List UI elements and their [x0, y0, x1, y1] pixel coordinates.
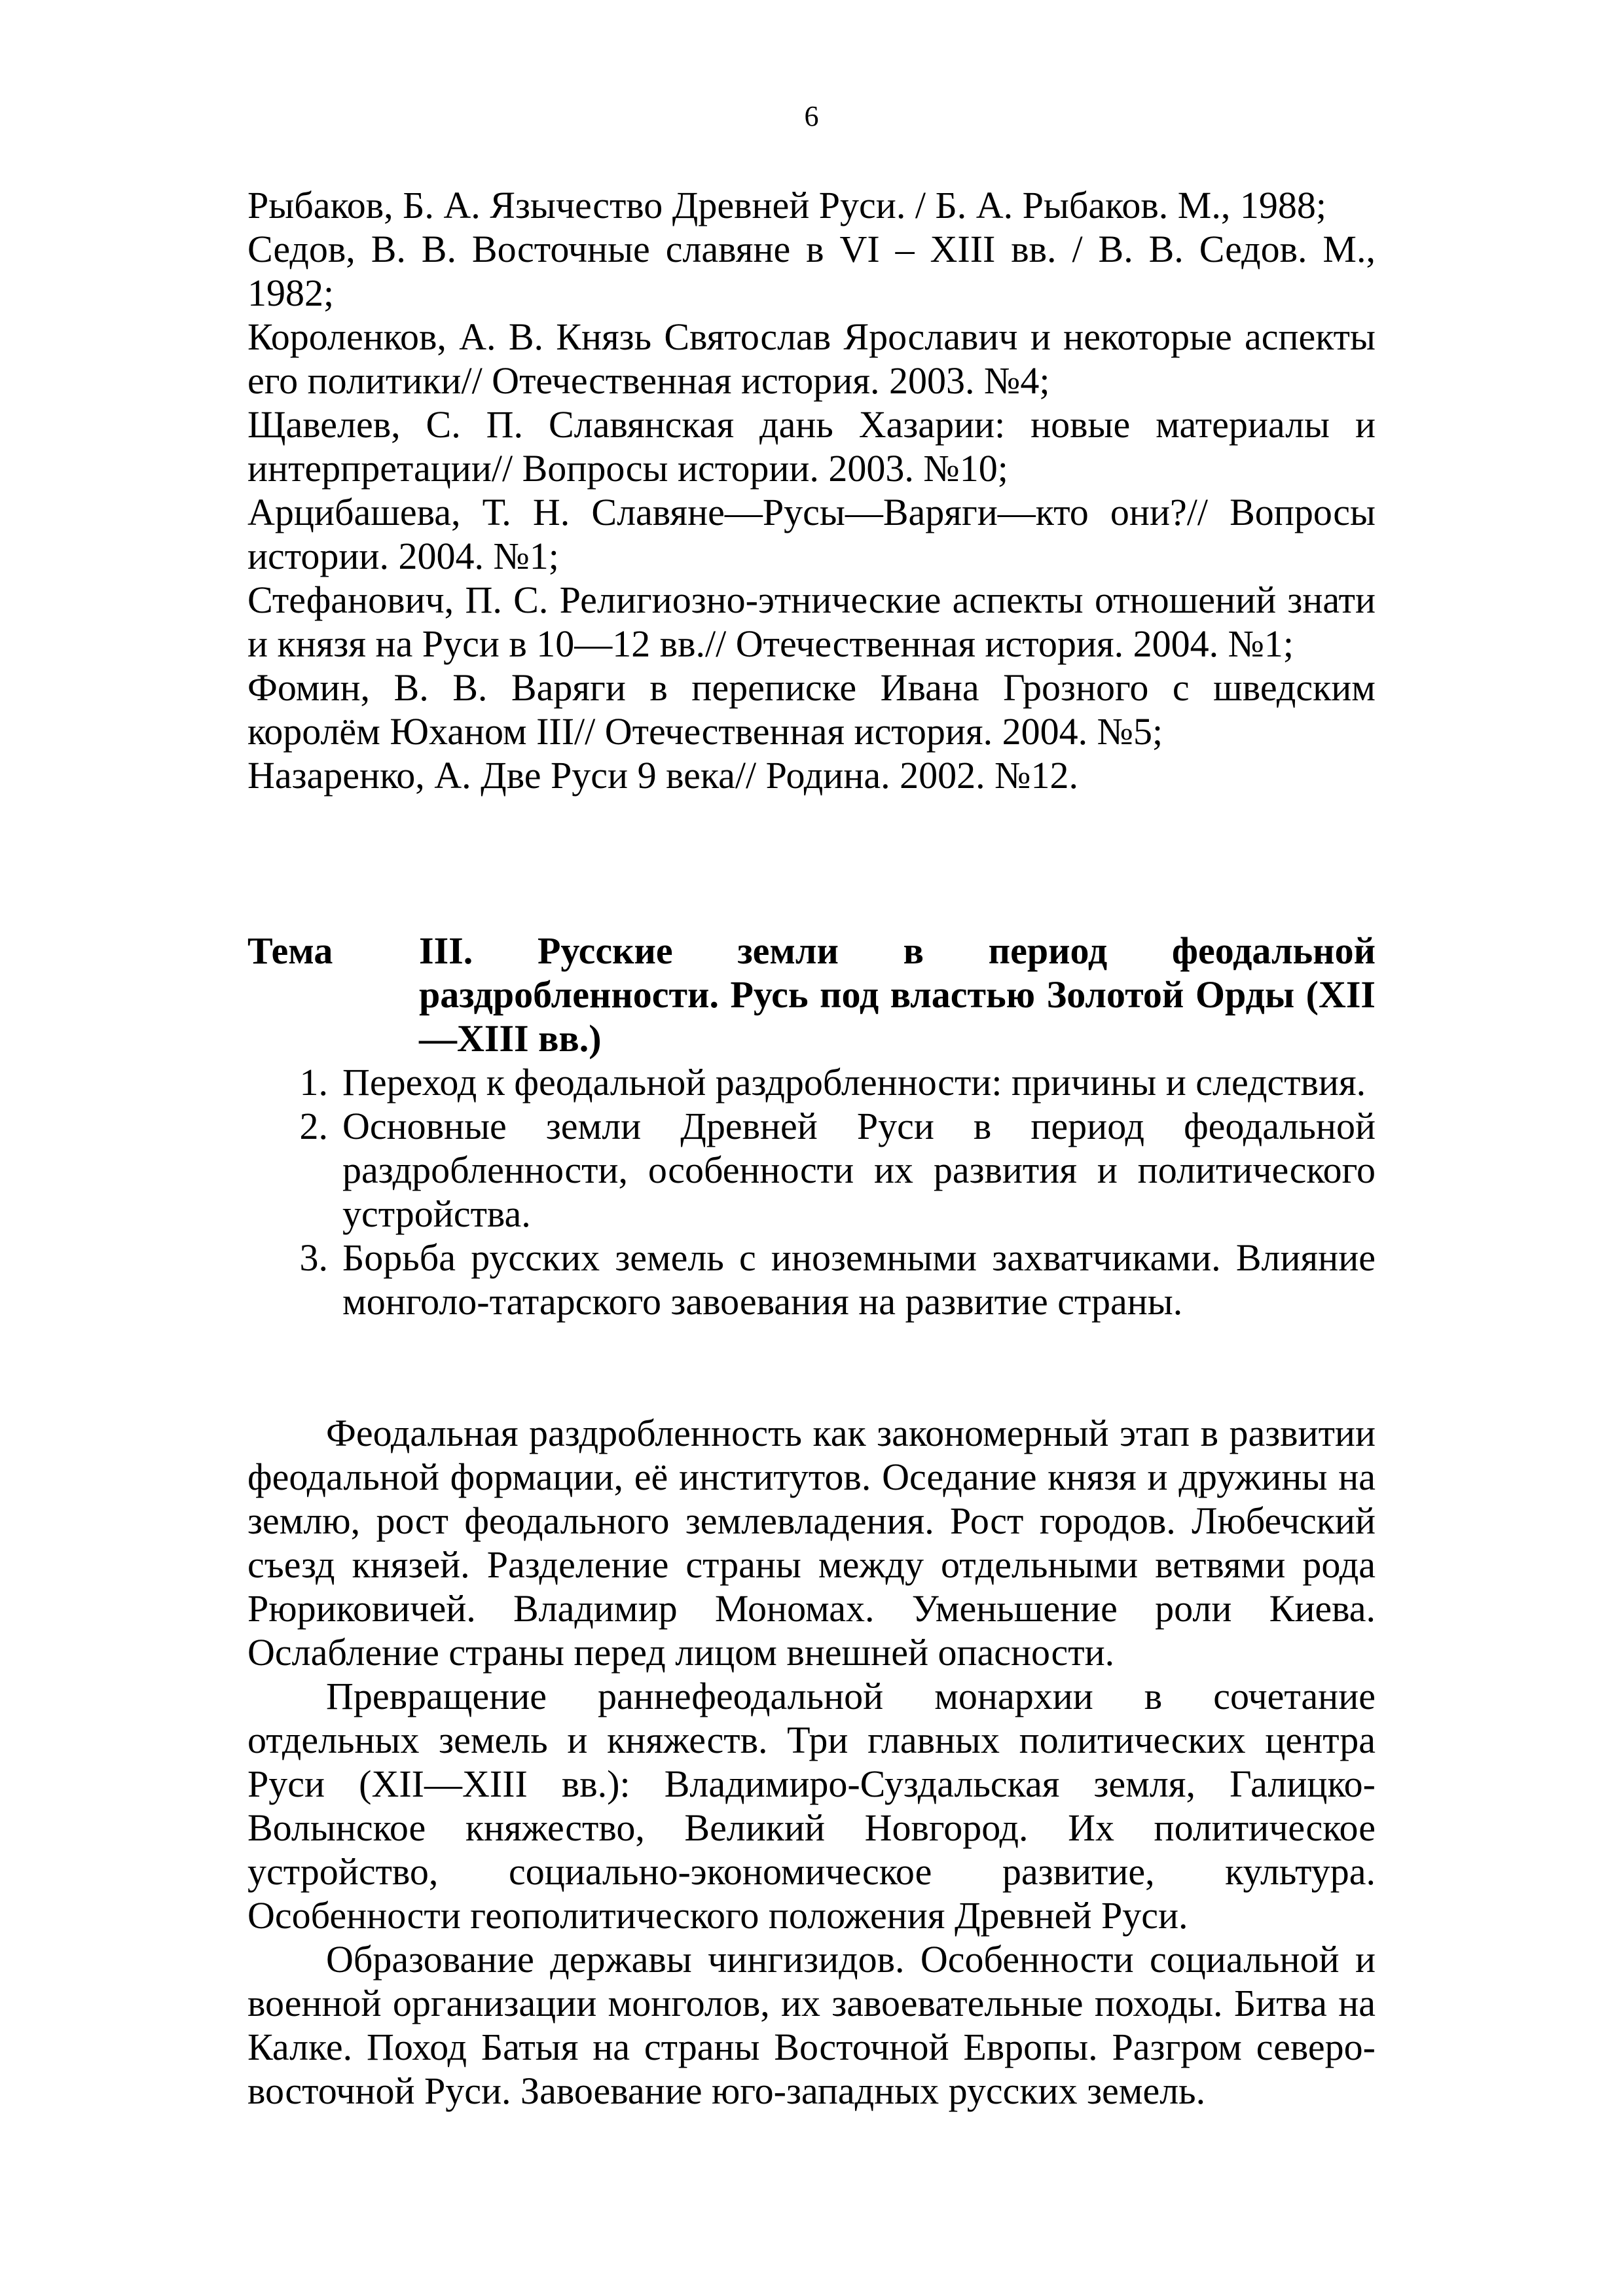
question-item	[247, 1060, 1376, 1104]
body-paragraph: Феодальная раздробленность как закономерный этап в развитии феодальной формации, её институтов. Оседание князя и дружины на землю, рост феодального землевладения. Рост городов. Любечский съезд князей. Разделение страны между отдельными ветвями рода Рюриковичей. Владимир Мономах. Уменьшение роли Киева. Ослабление страны перед лицом внешней опасности.	[247, 1412, 1376, 1674]
question-list	[247, 1060, 1376, 1323]
reference-item: Арцибашева, Т. Н. Славяне—Русы—Варяги—кто они?// Вопросы истории. 2004. №1;	[247, 491, 1376, 577]
topic-title: III. Русские земли в период феодальной раздробленности. Русь под властью Золотой Орды (XII—XIII вв.)	[419, 929, 1376, 1060]
question-item	[247, 1236, 1376, 1323]
reference-item: Седов, В. В. Восточные славяне в VI – XIII вв. / В. В. Седов. М., 1982;	[247, 228, 1376, 314]
topic-label: Тема	[247, 929, 333, 972]
body-paragraph: Превращение раннефеодальной монархии в сочетание отдельных земель и княжеств. Три главных политических центра Руси (XII—XIII вв.): Владимиро-Суздальская земля, Галицко-Волынское княжество, Великий Новгород. Их политическое устройство, социально-экономическое развитие, культура. Особенности геополитического положения Древней Руси.	[247, 1675, 1376, 1937]
topic-description	[247, 1411, 1376, 2113]
body-paragraph: Образование державы чингизидов. Особенности социальной и военной организации монголов, их завоевательные походы. Битва на Калке. Поход Батыя на страны Восточной Европы. Разгром северо-восточной Руси. Завоевание юго-западных русских земель.	[247, 1938, 1376, 2112]
reference-item: Короленков, А. В. Князь Святослав Ярославич и некоторые аспекты его политики// Отечественная история. 2003. №4;	[247, 315, 1376, 402]
page-content	[247, 183, 1376, 2113]
reference-item: Фомин, В. В. Варяги в переписке Ивана Грозного с шведским королём Юханом III// Отечественная история. 2004. №5;	[247, 666, 1376, 753]
page-number: 6	[804, 100, 819, 132]
reference-list	[247, 183, 1376, 797]
topic-heading	[247, 929, 1376, 1060]
question-number: 1.	[299, 1061, 328, 1103]
question-text: Переход к феодальной раздробленности: причины и следствия.	[342, 1061, 1366, 1103]
question-number: 3.	[299, 1236, 328, 1279]
question-item	[247, 1104, 1376, 1236]
question-text: Основные земли Древней Руси в период феодальной раздробленности, особенности их развития и политического устройства.	[342, 1105, 1376, 1235]
reference-item: Стефанович, П. С. Религиозно-этнические аспекты отношений знати и князя на Руси в 10—12 вв.// Отечественная история. 2004. №1;	[247, 579, 1376, 665]
question-number: 2.	[299, 1105, 328, 1147]
question-text: Борьба русских земель с иноземными захватчиками. Влияние монголо-татарского завоевания на развитие страны.	[342, 1236, 1376, 1323]
reference-item: Щавелев, С. П. Славянская дань Хазарии: новые материалы и интерпретации// Вопросы истории. 2003. №10;	[247, 403, 1376, 490]
reference-item: Рыбаков, Б. А. Язычество Древней Руси. / Б. А. Рыбаков. М., 1988;	[247, 184, 1326, 226]
reference-item: Назаренко, А. Две Руси 9 века// Родина. 2002. №12.	[247, 754, 1078, 797]
